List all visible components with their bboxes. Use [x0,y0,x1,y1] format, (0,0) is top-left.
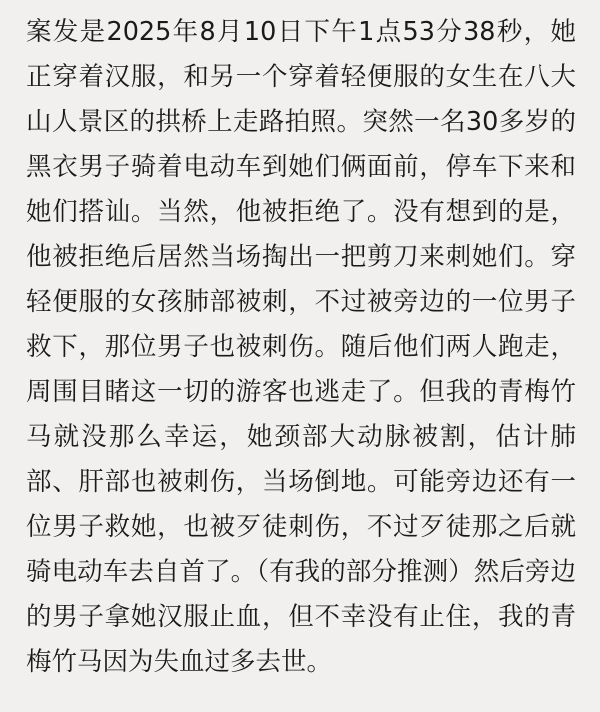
document-body-text: 案发是2025年8月10日下午1点53分38秒，她正穿着汉服，和另一个穿着轻便服的女生在八大山人景区的拱桥上走路拍照。突然一名30多岁的黑衣男子骑着电动车到她们俩面前，停车下来和她们搭讪。当然，他被拒绝了。没有想到的是，他被拒绝后居然当场掏出一把剪刀来刺她们。穿轻便服的女孩肺部被刺，不过被旁边的一位男子救下，那位男子也被刺伤。随后他们两人跑走，周围目睹这一切的游客也逃走了。但我的青梅竹马就没那么幸运，她颈部大动脉被割，估计肺部、肝部也被刺伤，当场倒地。可能旁边还有一位男子救她，也被歹徒刺伤，不过歹徒那之后就骑电动车去自首了。（有我的部分推测）然后旁边的男子拿她汉服止血，但不幸没有止住，我的青梅竹马因为失血过多去世。 [26,17,576,677]
